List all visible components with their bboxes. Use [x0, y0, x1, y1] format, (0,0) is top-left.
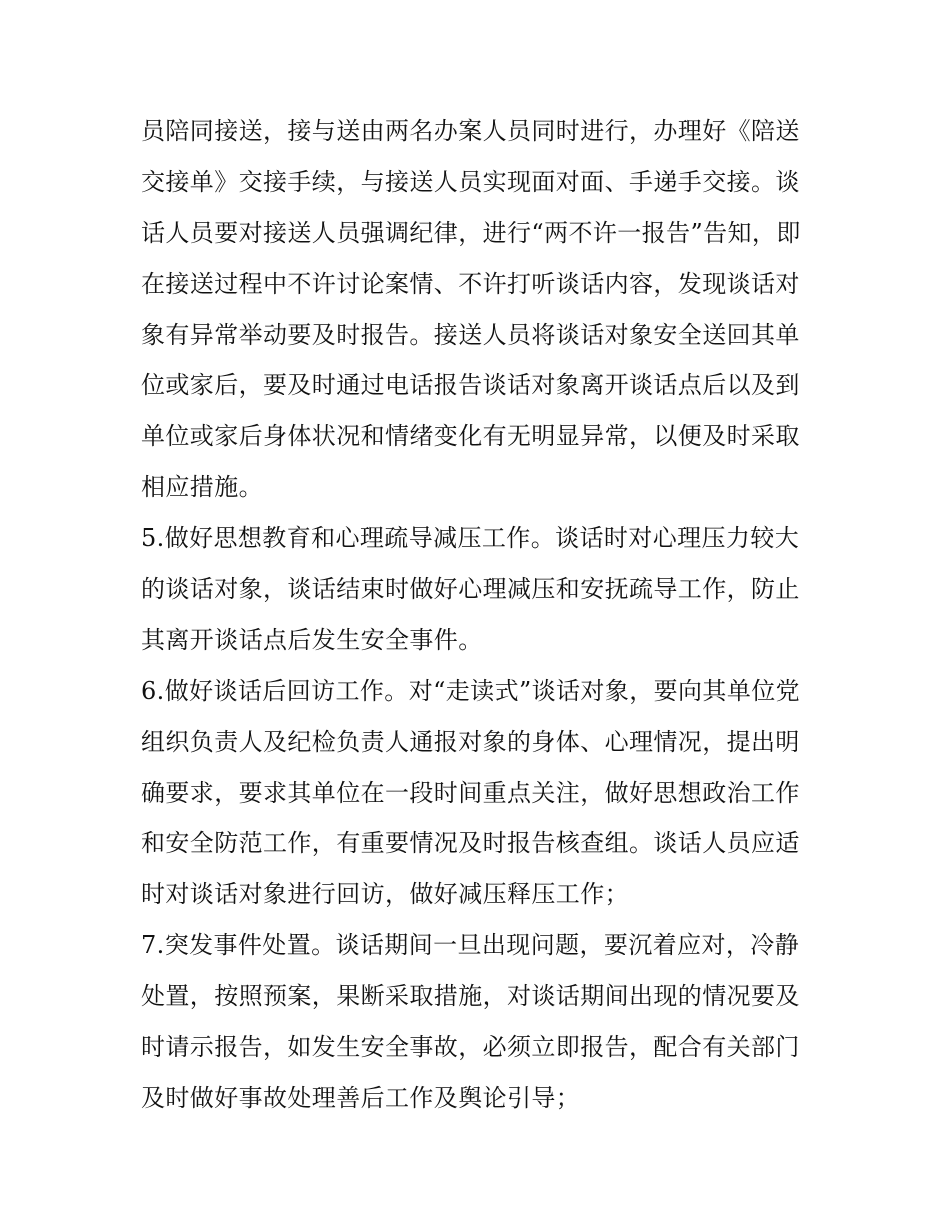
text-line: 时对谈话对象进行回访，做好减压释压工作；: [141, 880, 629, 909]
text-line: 时请示报告，如发生安全事故，必须立即报告，配合有关部门: [141, 1033, 800, 1062]
text-line: 象有异常举动要及时报告。接送人员将谈话对象安全送回其单: [141, 320, 800, 349]
text-line: 相应措施。: [141, 473, 263, 502]
text-line: 在接送过程中不许讨论案情、不许打听谈话内容，发现谈话对: [141, 269, 800, 298]
text-line: 员陪同接送，接与送由两名办案人员同时进行，办理好《陪送: [141, 117, 800, 145]
text-line: 话人员要对接送人员强调纪律，进行“两不许一报告”告知，即: [141, 218, 801, 247]
text-line: 其离开谈话点后发生安全事件。: [141, 625, 483, 654]
text-line: 组织负责人及纪检负责人通报对象的身体、心理情况，提出明: [141, 727, 800, 756]
body-text: [141, 106, 821, 1124]
item-7-heading-line: 7.突发事件处置。谈话期间一旦出现问题，要沉着应对，冷静: [141, 931, 800, 960]
text-line: 位或家后，要及时通过电话报告谈话对象离开谈话点后以及到: [141, 371, 800, 400]
text-line: 交接单》交接手续，与接送人员实现面对面、手递手交接。谈: [141, 167, 800, 196]
text-line: 确要求，要求其单位在一段时间重点关注，做好思想政治工作: [141, 778, 800, 807]
text-line: 及时做好事故处理善后工作及舆论引导；: [141, 1083, 581, 1112]
text-line: 单位或家后身体状况和情绪变化有无明显异常，以便及时采取: [141, 422, 800, 451]
item-5-heading-line: 5.做好思想教育和心理疏导减压工作。谈话时对心理压力较大: [141, 524, 800, 553]
text-line: 的谈话对象，谈话结束时做好心理减压和安抚疏导工作，防止: [141, 575, 800, 604]
item-6-heading-line: 6.做好谈话后回访工作。对“走读式”谈话对象，要向其单位党: [141, 676, 801, 705]
text-line: 和安全防范工作，有重要情况及时报告核查组。谈话人员应适: [141, 829, 800, 858]
text-line: 处置，按照预案，果断采取措施，对谈话期间出现的情况要及: [141, 982, 800, 1011]
